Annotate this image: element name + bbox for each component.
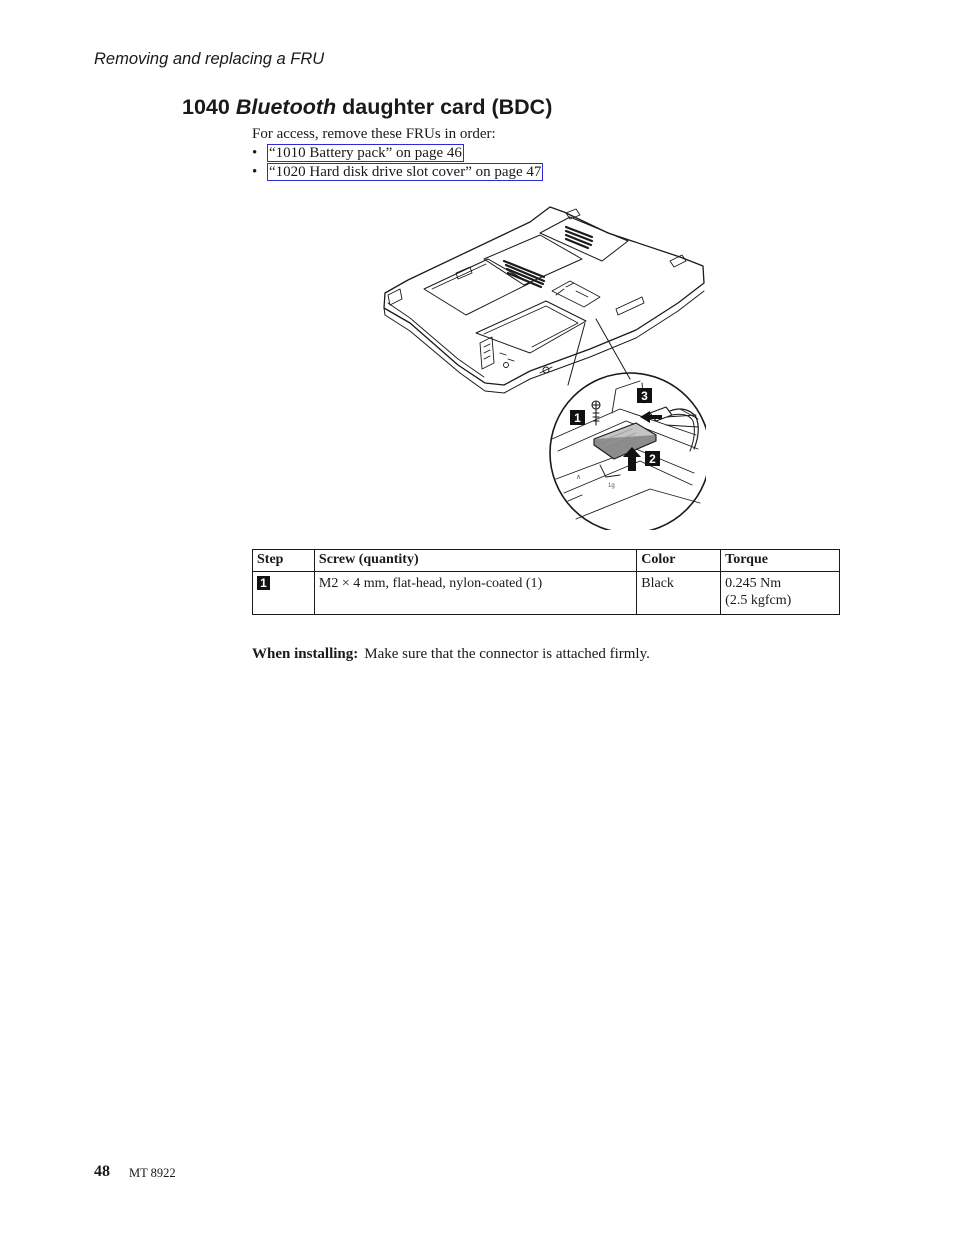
column-header-color: Color [637,550,721,572]
access-intro: For access, remove these FRUs in order: [252,126,496,142]
section-title-italic: Bluetooth [235,95,337,119]
callout-label: 2 [649,452,656,466]
torque-kgfcm: (2.5 kgfcm) [725,593,792,608]
color-cell: Black [637,572,721,615]
running-header: Removing and replacing a FRU [94,50,325,68]
callout-badge-2 [645,451,660,466]
section-number: 1040 [182,95,230,119]
bdc-removal-figure [380,203,706,530]
column-header-screw: Screw (quantity) [314,550,636,572]
bullet: • [252,164,258,180]
screw-table [252,549,840,615]
screw-icon [592,401,600,425]
callout-badge-1 [570,410,585,425]
table-row [253,572,840,615]
machine-type: MT 8922 [129,1166,176,1180]
callout-badge-3 [637,388,652,403]
section-title [182,95,552,120]
svg-text:∧: ∧ [576,474,582,481]
laptop-illustration [380,203,706,530]
prerequisite-list [252,144,543,182]
leader-lines [568,319,630,385]
list-item [252,144,543,163]
bullet: • [252,145,258,161]
step-cell [253,572,315,615]
step-badge: 1 [257,576,270,590]
torque-nm: 0.245 Nm [725,576,782,591]
svg-text:1g: 1g [608,483,615,489]
install-note [252,646,650,663]
link-battery-pack[interactable]: “1010 Battery pack” on page 46 [269,145,462,161]
column-header-step: Step [253,550,315,572]
connector [650,407,698,451]
column-header-torque: Torque [721,550,840,572]
link-hdd-slot-cover[interactable]: “1020 Hard disk drive slot cover” on page 47 [269,164,542,180]
page-number: 48 [94,1163,110,1180]
torque-cell [721,572,840,615]
callout-label: 1 [574,411,581,425]
screw-cell: M2 × 4 mm, flat-head, nylon-coated (1) [314,572,636,615]
install-note-label: When installing: [252,646,359,662]
section-title-rest: daughter card (BDC) [342,95,553,119]
list-item [252,163,543,182]
table-header-row [253,550,840,572]
laptop-outline [384,207,704,385]
callout-label: 3 [641,389,648,403]
install-note-text: Make sure that the connector is attached firmly. [364,646,650,662]
